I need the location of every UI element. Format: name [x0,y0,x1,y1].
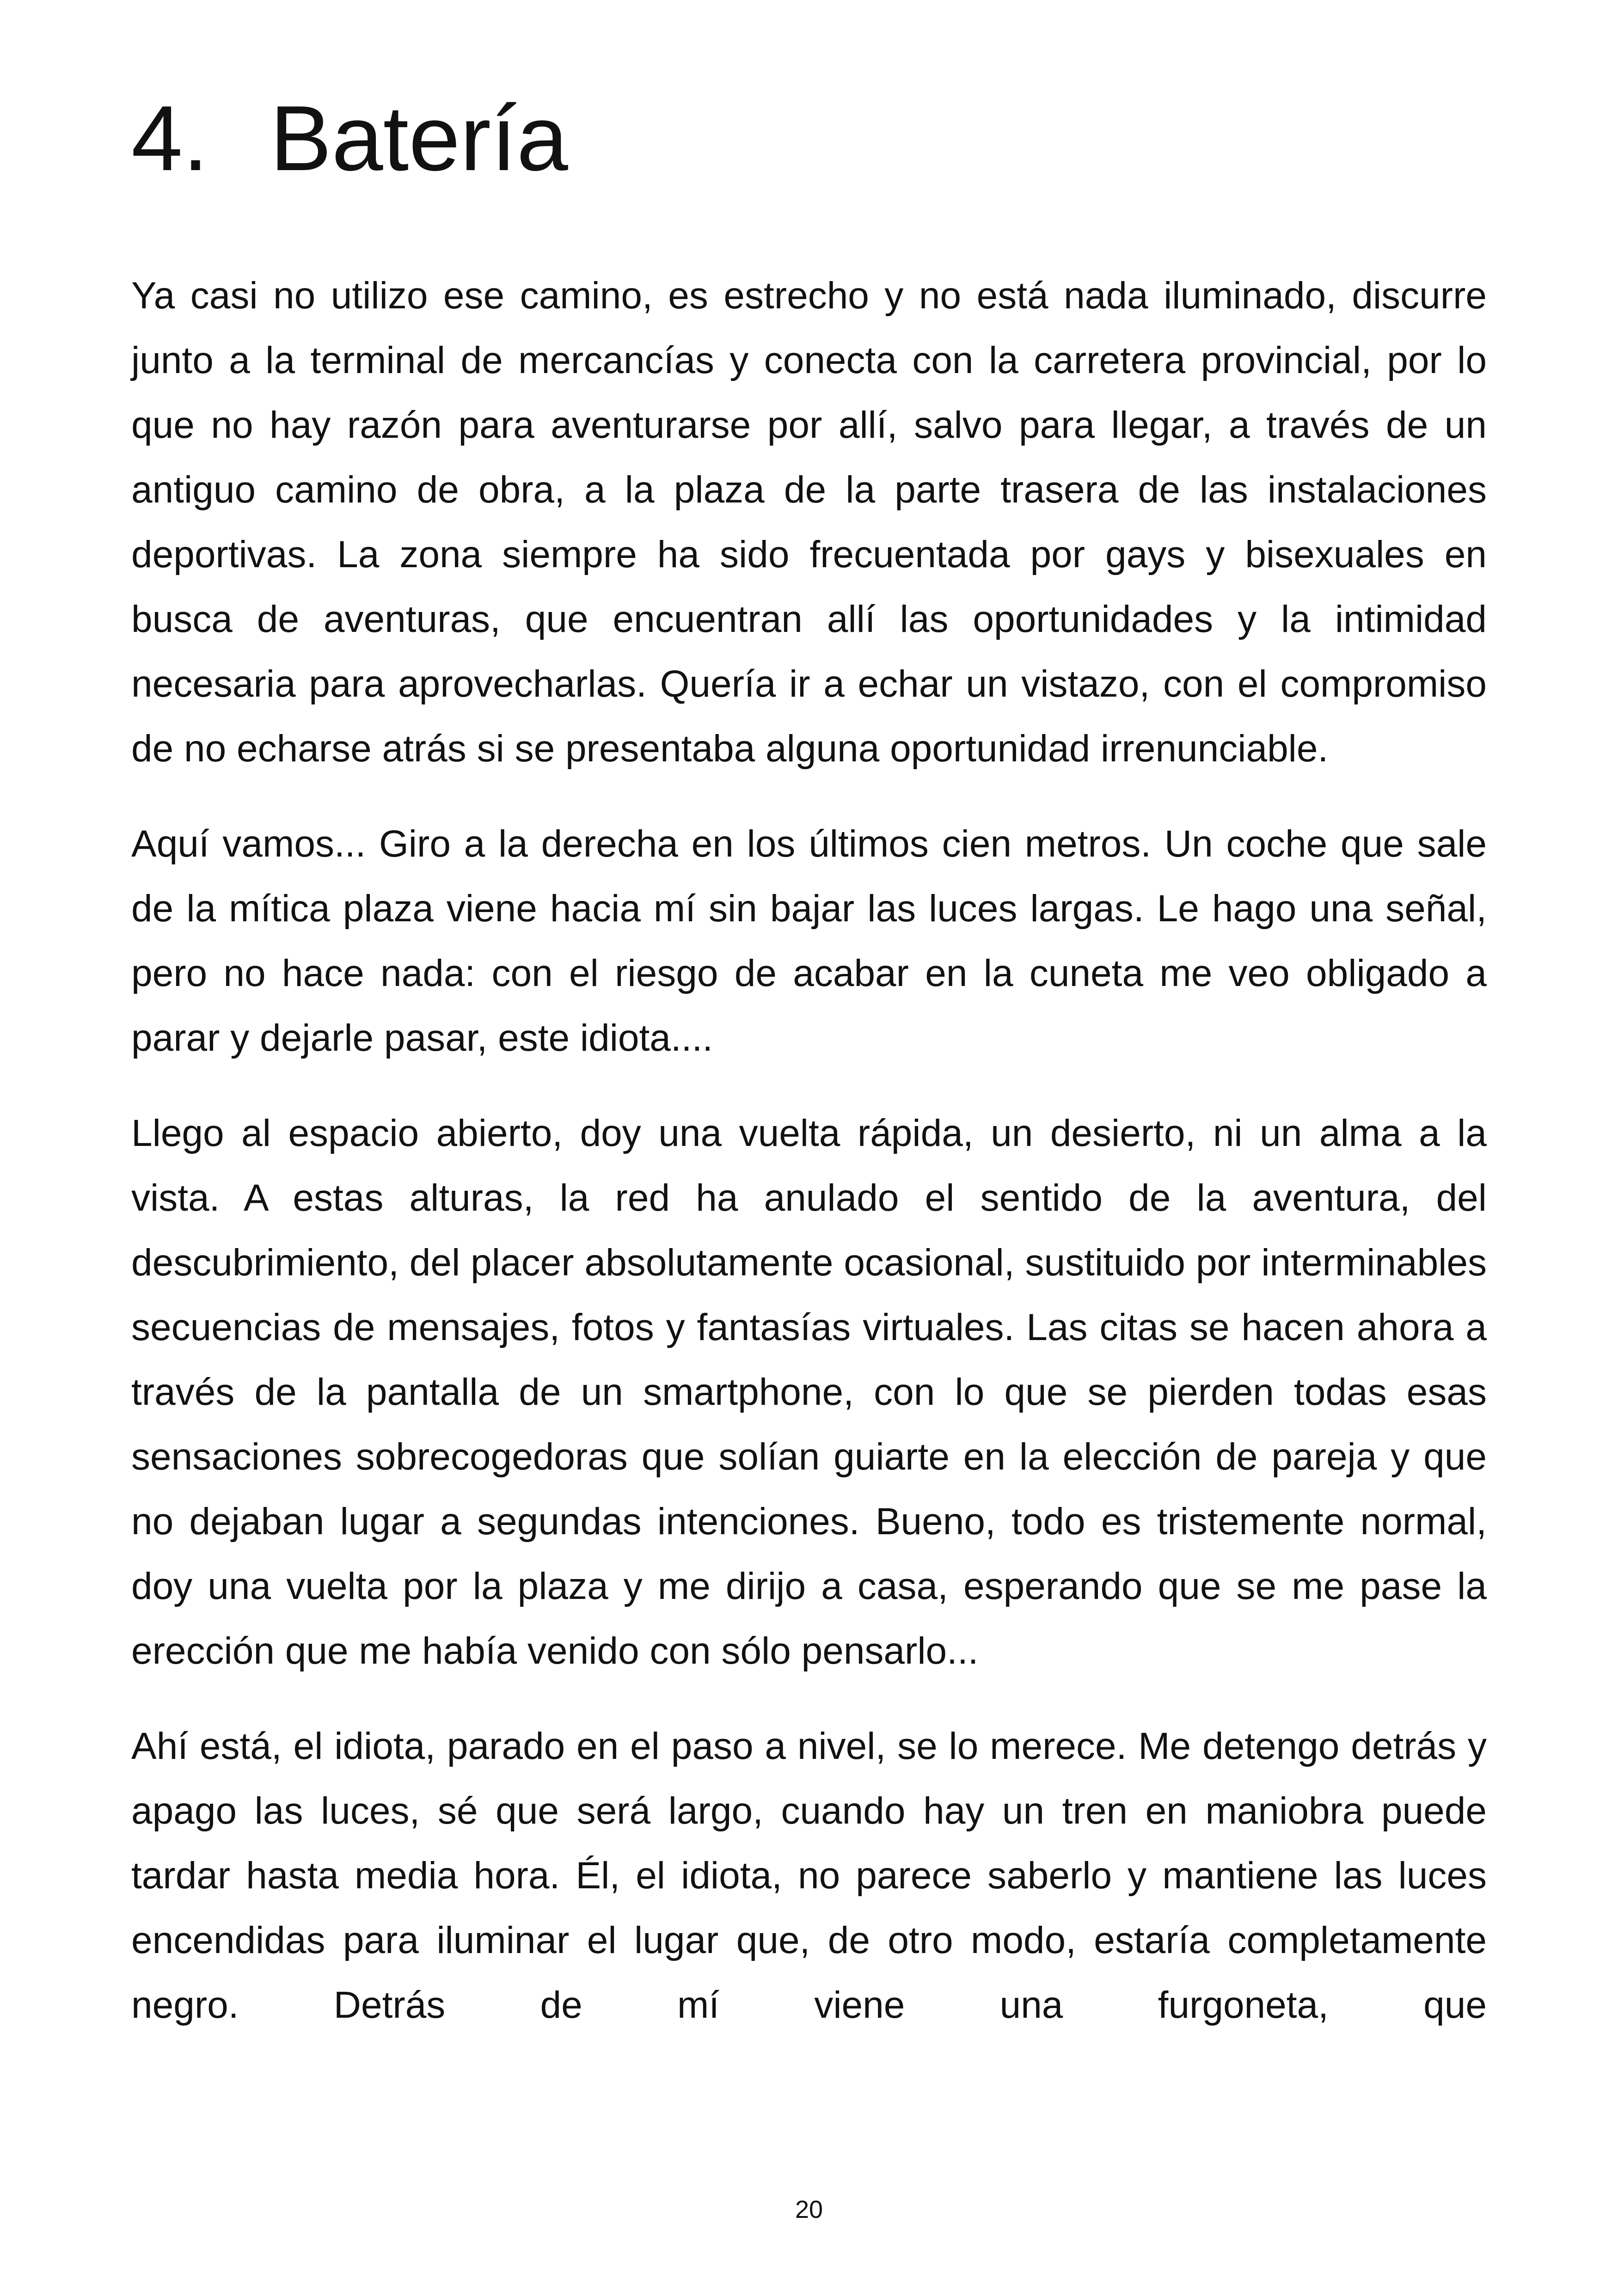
paragraph: Ahí está, el idiota, parado en el paso a nivel, se lo merece. Me detengo detrás y apago las luces, sé que será largo, cuando hay un tren en maniobra puede tardar hasta media hora. Él, el idiota, no parece saberlo y mantiene las luces encendidas para iluminar el lugar que, de otro modo, estaría completamente negro. Detrás de mí viene una furgoneta, que [131,1725,1487,2026]
chapter-title-text: Batería [270,87,568,190]
body-text [131,263,1487,2038]
page-number: 20 [795,2196,823,2223]
paragraph: Llego al espacio abierto, doy una vuelta rápida, un desierto, ni un alma a la vista. A estas alturas, la red ha anulado el sentido de la aventura, del descubrimiento, del placer absolutamente ocasional, sustituido por interminables secuencias de mensajes, fotos y fantasías virtuales. Las citas se hacen ahora a través de la pantalla de un smartphone, con lo que se pierden todas esas sensaciones sobrecogedoras que solían guiarte en la elección de pareja y que no dejaban lugar a segundas intenciones. Bueno, todo es tristemente normal, doy una vuelta por la plaza y me dirijo a casa, esperando que se me pase la erección que me había venido con sólo pensarlo... [131,1112,1487,1672]
chapter-number: 4. [131,87,208,190]
paragraph: Aquí vamos... Giro a la derecha en los últimos cien metros. Un coche que sale de la mítica plaza viene hacia mí sin bajar las luces largas. Le hago una señal, pero no hace nada: con el riesgo de acabar en la cuneta me veo obligado a parar y dejarle pasar, este idiota.... [131,823,1487,1059]
paragraph: Ya casi no utilizo ese camino, es estrecho y no está nada iluminado, discurre junto a la terminal de mercancías y conecta con la carretera provincial, por lo que no hay razón para aventurarse por allí, salvo para llegar, a través de un antiguo camino de obra, a la plaza de la parte trasera de las instalaciones deportivas. La zona siempre ha sido frecuentada por gays y bisexuales en busca de aventuras, que encuentran allí las oportunidades y la intimidad necesaria para aprovecharlas. Quería ir a echar un vistazo, con el compromiso de no echarse atrás si se presentaba alguna oportunidad irrenunciable. [131,275,1487,770]
chapter-title [131,83,568,194]
